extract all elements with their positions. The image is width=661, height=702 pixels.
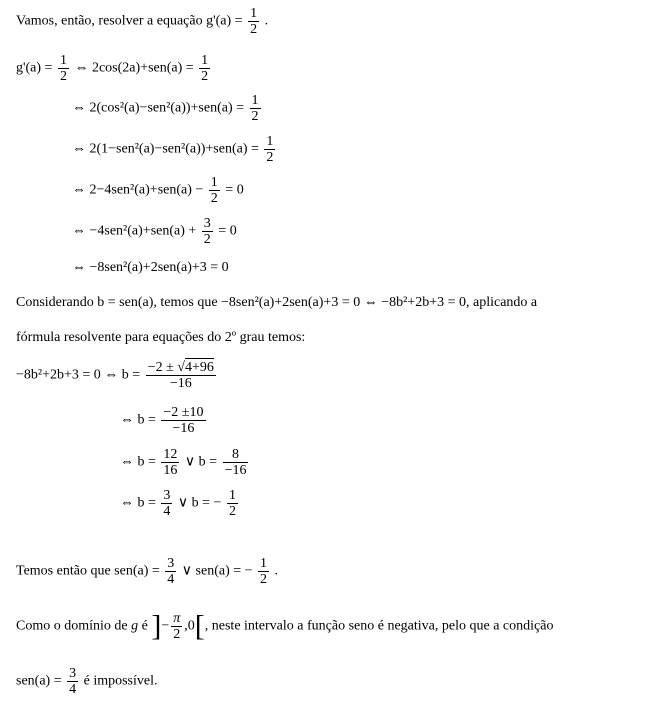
intro-fraction: $\frac{1}{2}$ [250, 6, 258, 37]
consider-line-1: Considerando b = sen(a), temos que −8sen²(a)+2sen(a)+3 = 0 ⇔ −8b²+2b+3 = 0, aplicando a [16, 295, 538, 310]
domain-line: Como o domínio de g é ]− $\frac{\pi}{2}$ ,0[, neste intervalo a função seno é negativa, pelo que a condição [16, 609, 554, 643]
step1-line-1: g'(a) = $\frac{1}{2}$ ⇔ 2cos(2a)+sen(a) = $\frac{1}{2}$ [16, 53, 209, 84]
step1-line-4: ⇔ 2−4sen²(a)+sen(a) − $\frac{1}{2}$ = 0 [72, 175, 244, 206]
step2-line-2: ⇔ b = $\frac{-2 \pm 10}{-16}$ [120, 405, 204, 436]
step1-line-3: ⇔ 2(1−sen²(a)−sen²(a))+sen(a) = $\frac{1}{2}$ [72, 134, 274, 165]
final-line: sen(a) = $\frac{3}{4}$ é impossível. [16, 666, 158, 697]
result-line: Temos então que sen(a) = $\frac{3}{4}$ ∨ sen(a) = − $\frac{1}{2}$ . [16, 556, 279, 587]
step1-line-5: ⇔ −4sen²(a)+sen(a) + $\frac{3}{2}$ = 0 [72, 216, 237, 247]
intro-text: Vamos, então, resolver a equação [16, 13, 203, 29]
step1-line-6: ⇔ −8sen²(a)+2sen(a)+3 = 0 [72, 260, 229, 275]
intro-line: Vamos, então, resolver a equação g'(a) = $\frac{1}{2}$ . [16, 6, 269, 37]
step1-line-2: ⇔ 2(cos²(a)−sen²(a))+sen(a) = $\frac{1}{2}$ [72, 93, 259, 124]
step2-line-1: −8b²+2b+3 = 0 ⇔ b = $\frac{-2 \pm √4+96}{-16}$ [16, 360, 214, 391]
step2-line-3: ⇔ b = $\frac{12}{16}$ ∨ b = $\frac{8}{-16}$ [120, 447, 247, 478]
intro-eq-lhs: g'(a) = [206, 13, 243, 29]
step2-line-4: ⇔ b = $\frac{3}{4}$ ∨ b = − $\frac{1}{2}$ [120, 488, 236, 519]
consider-line-2: fórmula resolvente para equações do 2º grau temos: [16, 330, 306, 345]
